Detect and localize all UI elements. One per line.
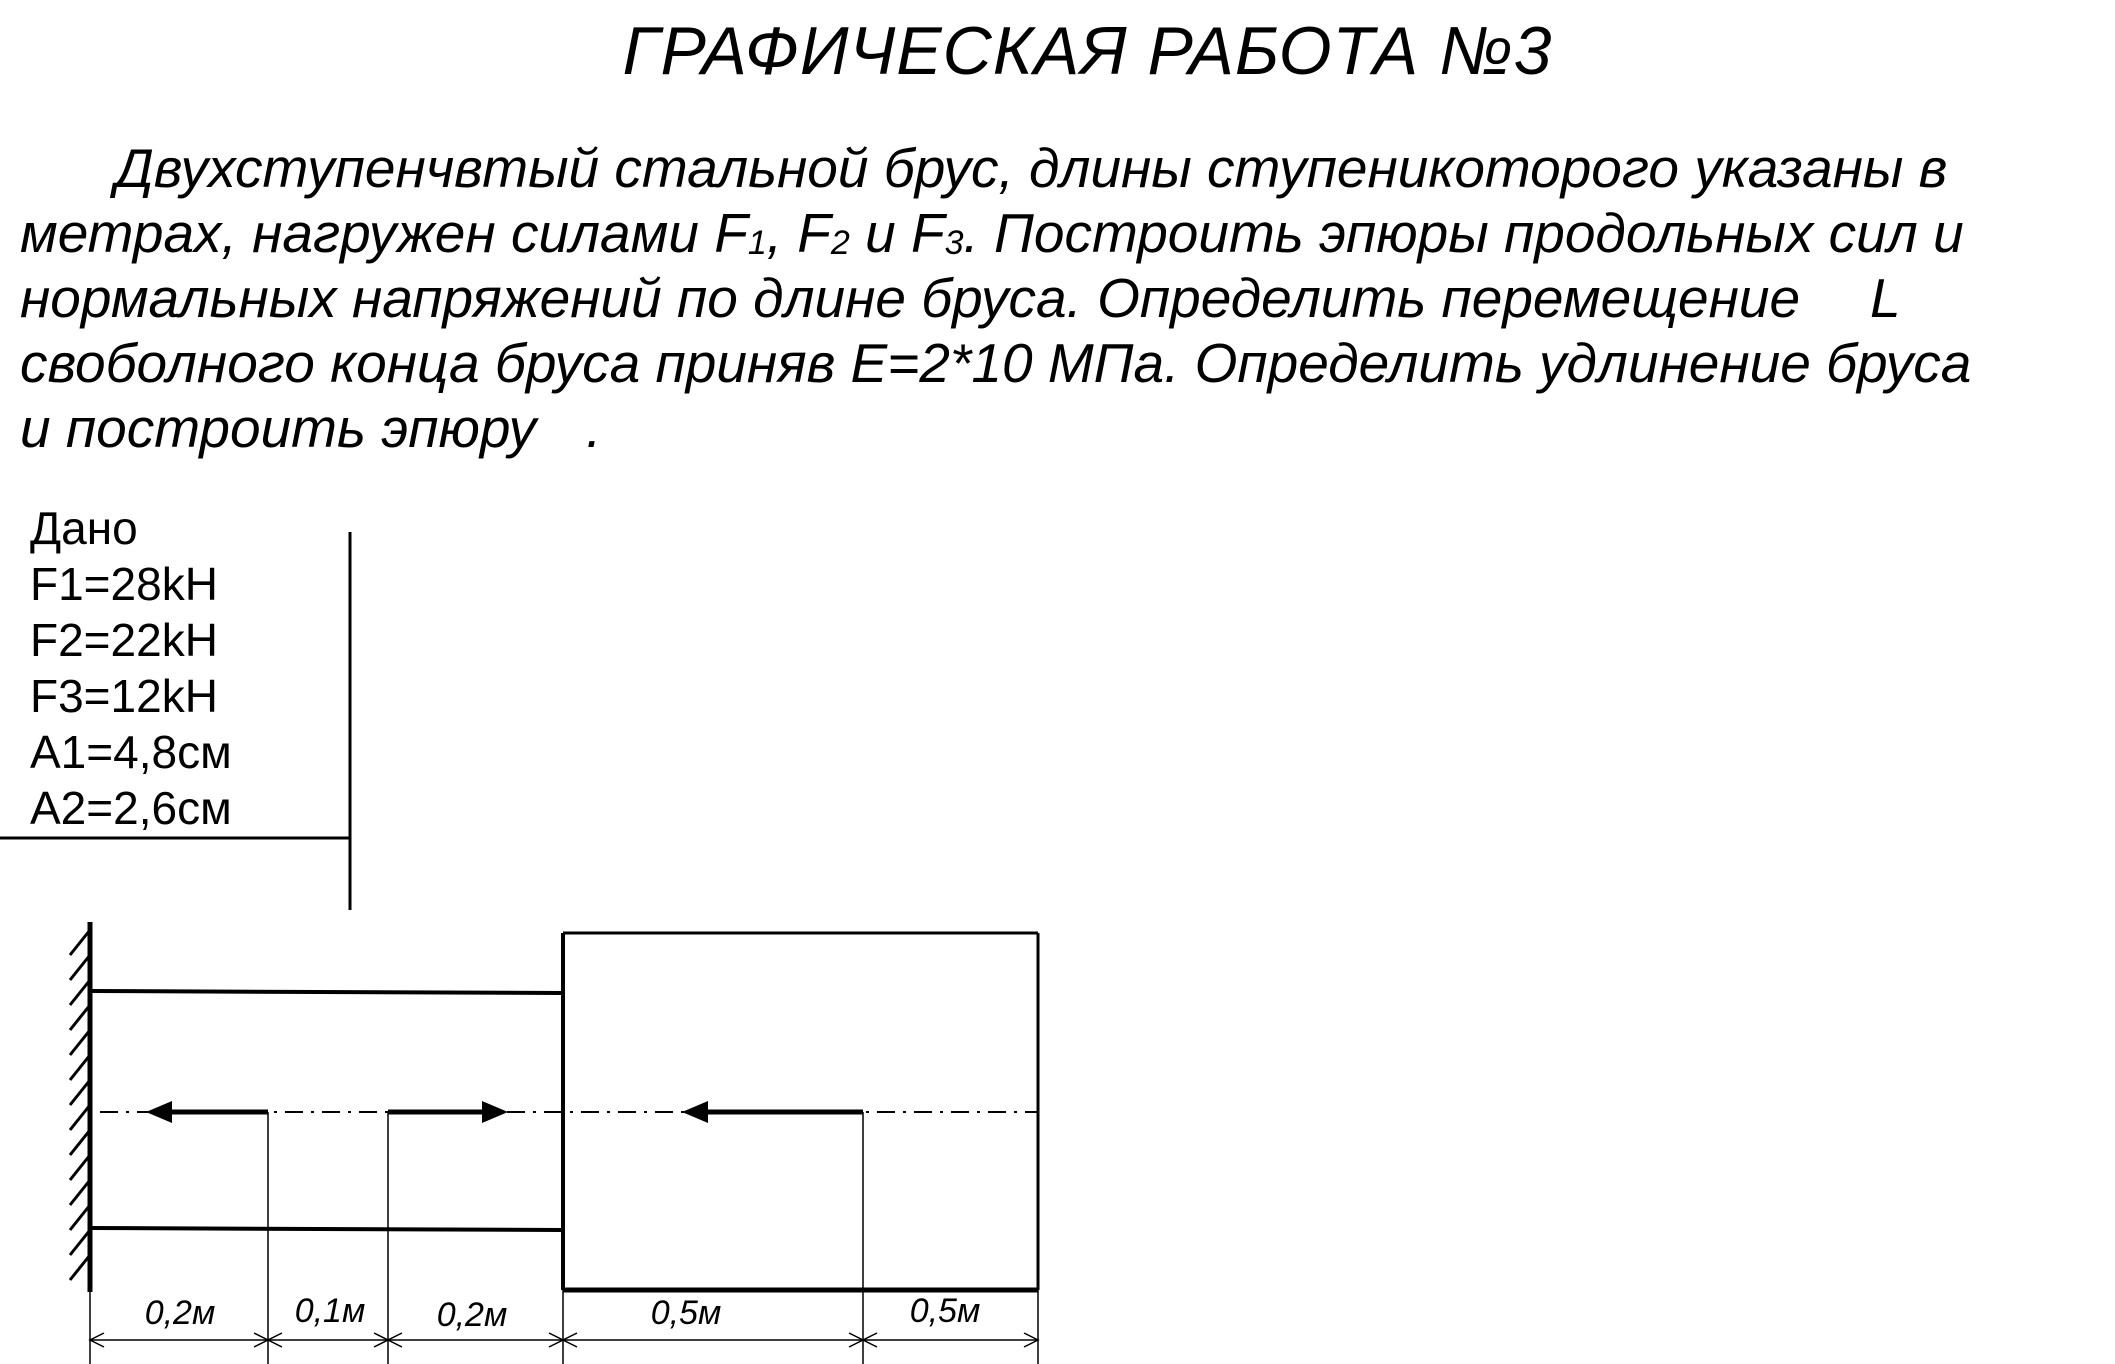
given-f2: F2=22kH xyxy=(30,614,218,666)
wall-support xyxy=(70,922,90,1292)
dim-label-4: 0,5м xyxy=(650,1294,722,1332)
task-line-3: нормальных напряжений по длине бруса. Определить перемещение L xyxy=(20,267,1901,329)
page-title: ГРАФИЧЕСКАЯ РАБОТА №3 xyxy=(622,13,1553,89)
force-arrow-f2 xyxy=(388,1101,508,1123)
given-f1: F1=28kH xyxy=(30,558,218,610)
dim-label-2: 0,1м xyxy=(294,1292,366,1330)
given-heading: Дано xyxy=(30,502,138,554)
given-a1: A1=4,8см xyxy=(30,726,232,778)
force-arrow-f3 xyxy=(682,1101,863,1123)
given-f3: F3=12kH xyxy=(30,670,218,722)
given-a2: A2=2,6см xyxy=(30,782,232,834)
dim-label-3: 0,2м xyxy=(436,1296,508,1334)
task-line-5: и построить эпюру . xyxy=(20,397,602,459)
dimension-line xyxy=(90,1333,1038,1347)
task-line-1: Двухступенчвтый стальной брус, длины ступеникоторого указаны в xyxy=(115,137,1948,199)
force-arrow-f1 xyxy=(146,1101,268,1123)
task-line-2: метрах, нагружен силами $F_1$, $F_2$ и $F_3$. Построить эпюры продольных сил и xyxy=(20,202,1964,264)
task-line-4: своболного конца бруса приняв E=2*10 МПа. Определить удлинение бруса xyxy=(20,332,1972,394)
dim-label-1: 0,2м xyxy=(144,1294,216,1332)
dim-label-5: 0,5м xyxy=(909,1292,981,1330)
